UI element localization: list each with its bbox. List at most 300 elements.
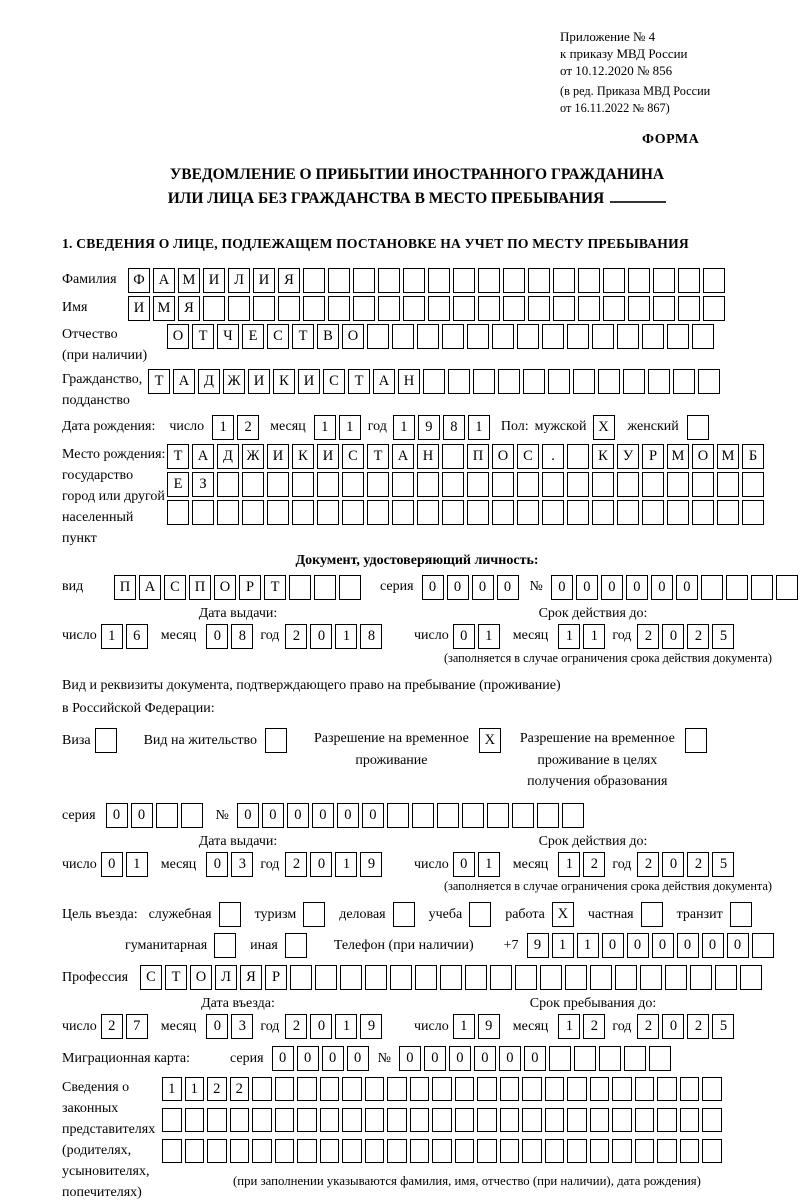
char-box[interactable] bbox=[567, 444, 589, 469]
char-box[interactable]: Т bbox=[165, 965, 187, 990]
char-box[interactable] bbox=[692, 500, 714, 525]
char-box[interactable]: 0 bbox=[626, 575, 648, 600]
char-box[interactable]: Н bbox=[417, 444, 439, 469]
char-box[interactable]: Ж bbox=[223, 369, 245, 394]
char-box[interactable]: 2 bbox=[583, 852, 605, 877]
char-box[interactable]: 0 bbox=[322, 1046, 344, 1071]
char-box[interactable] bbox=[628, 296, 650, 321]
char-box[interactable]: Ч bbox=[217, 324, 239, 349]
char-box[interactable] bbox=[228, 296, 250, 321]
char-box[interactable] bbox=[387, 803, 409, 828]
char-box[interactable]: Л bbox=[228, 268, 250, 293]
char-box[interactable] bbox=[477, 1139, 497, 1163]
char-box[interactable]: 1 bbox=[393, 415, 415, 440]
char-box[interactable] bbox=[642, 472, 664, 497]
char-box[interactable]: 1 bbox=[212, 415, 234, 440]
char-box[interactable]: П bbox=[467, 444, 489, 469]
char-box[interactable]: 0 bbox=[652, 933, 674, 958]
char-box[interactable] bbox=[776, 575, 798, 600]
char-box[interactable]: 0 bbox=[101, 852, 123, 877]
char-box[interactable]: 2 bbox=[285, 852, 307, 877]
char-box[interactable] bbox=[628, 268, 650, 293]
char-box[interactable] bbox=[417, 472, 439, 497]
char-box[interactable] bbox=[292, 472, 314, 497]
char-box[interactable] bbox=[528, 296, 550, 321]
char-box[interactable] bbox=[490, 965, 512, 990]
char-box[interactable]: 3 bbox=[231, 852, 253, 877]
char-box[interactable]: 1 bbox=[335, 1014, 357, 1039]
char-box[interactable] bbox=[217, 500, 239, 525]
char-box[interactable]: 2 bbox=[687, 852, 709, 877]
char-box[interactable]: 0 bbox=[602, 933, 624, 958]
char-box[interactable]: М bbox=[667, 444, 689, 469]
char-box[interactable]: 0 bbox=[262, 803, 284, 828]
char-box[interactable]: 5 bbox=[712, 852, 734, 877]
char-box[interactable] bbox=[635, 1077, 655, 1101]
char-box[interactable]: Т bbox=[348, 369, 370, 394]
char-box[interactable] bbox=[432, 1108, 452, 1132]
char-box[interactable] bbox=[751, 575, 773, 600]
char-box[interactable]: 0 bbox=[337, 803, 359, 828]
char-box[interactable] bbox=[642, 500, 664, 525]
char-box[interactable] bbox=[567, 1077, 587, 1101]
char-box[interactable] bbox=[690, 965, 712, 990]
char-box[interactable]: К bbox=[292, 444, 314, 469]
char-box[interactable] bbox=[428, 268, 450, 293]
char-box[interactable]: М bbox=[178, 268, 200, 293]
char-box[interactable]: С bbox=[140, 965, 162, 990]
char-box[interactable] bbox=[642, 324, 664, 349]
char-box[interactable]: 0 bbox=[662, 852, 684, 877]
char-box[interactable] bbox=[478, 268, 500, 293]
char-box[interactable] bbox=[578, 296, 600, 321]
char-box[interactable] bbox=[702, 1139, 722, 1163]
char-box[interactable] bbox=[698, 369, 720, 394]
char-box[interactable]: О bbox=[692, 444, 714, 469]
char-box[interactable] bbox=[448, 369, 470, 394]
char-box[interactable] bbox=[590, 1139, 610, 1163]
char-box[interactable]: 0 bbox=[362, 803, 384, 828]
char-box[interactable]: К bbox=[592, 444, 614, 469]
char-box[interactable] bbox=[498, 369, 520, 394]
char-box[interactable] bbox=[612, 1139, 632, 1163]
char-box[interactable] bbox=[740, 965, 762, 990]
char-box[interactable] bbox=[640, 965, 662, 990]
char-box[interactable] bbox=[567, 472, 589, 497]
char-box[interactable] bbox=[432, 1139, 452, 1163]
char-box[interactable]: 8 bbox=[231, 624, 253, 649]
char-box[interactable] bbox=[455, 1139, 475, 1163]
char-box[interactable] bbox=[278, 296, 300, 321]
char-box[interactable]: Я bbox=[240, 965, 262, 990]
char-box[interactable] bbox=[623, 369, 645, 394]
char-box[interactable] bbox=[592, 324, 614, 349]
char-box[interactable] bbox=[328, 296, 350, 321]
char-box[interactable] bbox=[342, 1077, 362, 1101]
char-box[interactable]: Е bbox=[242, 324, 264, 349]
checkbox-male[interactable]: X bbox=[593, 415, 615, 440]
char-box[interactable]: 0 bbox=[474, 1046, 496, 1071]
char-box[interactable]: А bbox=[392, 444, 414, 469]
char-box[interactable] bbox=[252, 1077, 272, 1101]
char-box[interactable]: 7 bbox=[126, 1014, 148, 1039]
char-box[interactable] bbox=[542, 500, 564, 525]
char-box[interactable] bbox=[453, 296, 475, 321]
char-box[interactable] bbox=[517, 324, 539, 349]
char-box[interactable] bbox=[635, 1139, 655, 1163]
char-box[interactable] bbox=[692, 472, 714, 497]
char-box[interactable]: 0 bbox=[676, 575, 698, 600]
char-box[interactable]: 8 bbox=[360, 624, 382, 649]
char-box[interactable] bbox=[680, 1139, 700, 1163]
char-box[interactable]: О bbox=[342, 324, 364, 349]
char-box[interactable]: 0 bbox=[310, 852, 332, 877]
checkbox-tourism[interactable] bbox=[303, 902, 325, 927]
char-box[interactable] bbox=[553, 296, 575, 321]
char-box[interactable] bbox=[548, 369, 570, 394]
char-box[interactable] bbox=[477, 1108, 497, 1132]
char-box[interactable]: 1 bbox=[126, 852, 148, 877]
char-box[interactable]: 2 bbox=[637, 1014, 659, 1039]
char-box[interactable]: И bbox=[128, 296, 150, 321]
char-box[interactable] bbox=[578, 268, 600, 293]
char-box[interactable] bbox=[252, 1108, 272, 1132]
char-box[interactable] bbox=[455, 1108, 475, 1132]
char-box[interactable]: 0 bbox=[287, 803, 309, 828]
char-box[interactable] bbox=[162, 1108, 182, 1132]
char-box[interactable] bbox=[648, 369, 670, 394]
char-box[interactable]: 0 bbox=[453, 624, 475, 649]
char-box[interactable] bbox=[275, 1108, 295, 1132]
char-box[interactable] bbox=[289, 575, 311, 600]
checkbox-study[interactable] bbox=[469, 902, 491, 927]
char-box[interactable] bbox=[702, 1077, 722, 1101]
char-box[interactable]: 1 bbox=[335, 624, 357, 649]
char-box[interactable]: У bbox=[617, 444, 639, 469]
char-box[interactable]: 1 bbox=[552, 933, 574, 958]
char-box[interactable]: 0 bbox=[497, 575, 519, 600]
char-box[interactable]: С bbox=[323, 369, 345, 394]
char-box[interactable]: 0 bbox=[206, 852, 228, 877]
char-box[interactable]: 9 bbox=[418, 415, 440, 440]
char-box[interactable]: И bbox=[248, 369, 270, 394]
char-box[interactable]: 1 bbox=[453, 1014, 475, 1039]
char-box[interactable] bbox=[517, 472, 539, 497]
char-box[interactable] bbox=[440, 965, 462, 990]
char-box[interactable]: 0 bbox=[677, 933, 699, 958]
char-box[interactable]: 2 bbox=[285, 1014, 307, 1039]
checkbox-visa[interactable] bbox=[95, 728, 117, 753]
char-box[interactable] bbox=[392, 472, 414, 497]
char-box[interactable]: 1 bbox=[185, 1077, 205, 1101]
char-box[interactable] bbox=[703, 296, 725, 321]
char-box[interactable] bbox=[567, 324, 589, 349]
char-box[interactable] bbox=[522, 1139, 542, 1163]
char-box[interactable] bbox=[565, 965, 587, 990]
char-box[interactable]: Б bbox=[742, 444, 764, 469]
char-box[interactable] bbox=[503, 296, 525, 321]
char-box[interactable] bbox=[703, 268, 725, 293]
char-box[interactable]: С bbox=[342, 444, 364, 469]
char-box[interactable] bbox=[320, 1139, 340, 1163]
char-box[interactable]: П bbox=[114, 575, 136, 600]
char-box[interactable] bbox=[667, 472, 689, 497]
char-box[interactable] bbox=[492, 500, 514, 525]
char-box[interactable] bbox=[612, 1077, 632, 1101]
char-box[interactable]: 1 bbox=[583, 624, 605, 649]
char-box[interactable] bbox=[545, 1139, 565, 1163]
char-box[interactable] bbox=[242, 500, 264, 525]
char-box[interactable] bbox=[192, 500, 214, 525]
char-box[interactable]: Т bbox=[292, 324, 314, 349]
char-box[interactable]: 0 bbox=[447, 575, 469, 600]
char-box[interactable]: С bbox=[267, 324, 289, 349]
char-box[interactable] bbox=[410, 1108, 430, 1132]
char-box[interactable] bbox=[701, 575, 723, 600]
char-box[interactable]: 2 bbox=[687, 624, 709, 649]
char-box[interactable]: 0 bbox=[472, 575, 494, 600]
char-box[interactable] bbox=[726, 575, 748, 600]
char-box[interactable]: Д bbox=[217, 444, 239, 469]
char-box[interactable] bbox=[297, 1077, 317, 1101]
char-box[interactable] bbox=[207, 1108, 227, 1132]
char-box[interactable] bbox=[522, 1077, 542, 1101]
char-box[interactable] bbox=[717, 500, 739, 525]
char-box[interactable]: 2 bbox=[285, 624, 307, 649]
char-box[interactable]: 9 bbox=[360, 1014, 382, 1039]
char-box[interactable]: З bbox=[192, 472, 214, 497]
char-box[interactable]: О bbox=[167, 324, 189, 349]
char-box[interactable] bbox=[603, 296, 625, 321]
char-box[interactable]: 2 bbox=[583, 1014, 605, 1039]
char-box[interactable]: Т bbox=[167, 444, 189, 469]
char-box[interactable] bbox=[365, 1139, 385, 1163]
char-box[interactable] bbox=[522, 1108, 542, 1132]
char-box[interactable]: И bbox=[267, 444, 289, 469]
char-box[interactable]: Н bbox=[398, 369, 420, 394]
char-box[interactable]: 0 bbox=[131, 803, 153, 828]
char-box[interactable] bbox=[392, 500, 414, 525]
char-box[interactable] bbox=[410, 1077, 430, 1101]
char-box[interactable] bbox=[378, 268, 400, 293]
char-box[interactable] bbox=[523, 369, 545, 394]
char-box[interactable] bbox=[252, 1139, 272, 1163]
char-box[interactable]: 2 bbox=[230, 1077, 250, 1101]
char-box[interactable] bbox=[549, 1046, 571, 1071]
char-box[interactable]: 9 bbox=[478, 1014, 500, 1039]
char-box[interactable] bbox=[592, 472, 614, 497]
char-box[interactable] bbox=[342, 500, 364, 525]
char-box[interactable]: Р bbox=[239, 575, 261, 600]
char-box[interactable] bbox=[342, 472, 364, 497]
char-box[interactable]: И bbox=[298, 369, 320, 394]
char-box[interactable] bbox=[437, 803, 459, 828]
char-box[interactable] bbox=[387, 1139, 407, 1163]
char-box[interactable] bbox=[455, 1077, 475, 1101]
char-box[interactable]: 0 bbox=[499, 1046, 521, 1071]
char-box[interactable]: 0 bbox=[702, 933, 724, 958]
char-box[interactable]: И bbox=[317, 444, 339, 469]
char-box[interactable]: Я bbox=[178, 296, 200, 321]
checkbox-work[interactable]: X bbox=[552, 902, 574, 927]
char-box[interactable] bbox=[653, 296, 675, 321]
char-box[interactable] bbox=[410, 1139, 430, 1163]
char-box[interactable]: 1 bbox=[577, 933, 599, 958]
char-box[interactable]: 1 bbox=[101, 624, 123, 649]
char-box[interactable] bbox=[667, 500, 689, 525]
checkbox-temporary-residence-education[interactable] bbox=[685, 728, 707, 753]
char-box[interactable]: А bbox=[373, 369, 395, 394]
char-box[interactable] bbox=[367, 472, 389, 497]
char-box[interactable] bbox=[492, 472, 514, 497]
char-box[interactable]: 9 bbox=[360, 852, 382, 877]
char-box[interactable] bbox=[657, 1077, 677, 1101]
checkbox-female[interactable] bbox=[687, 415, 709, 440]
char-box[interactable] bbox=[592, 500, 614, 525]
char-box[interactable] bbox=[673, 369, 695, 394]
char-box[interactable] bbox=[387, 1108, 407, 1132]
char-box[interactable] bbox=[477, 1077, 497, 1101]
char-box[interactable]: 0 bbox=[399, 1046, 421, 1071]
char-box[interactable] bbox=[253, 296, 275, 321]
char-box[interactable] bbox=[292, 500, 314, 525]
char-box[interactable]: 1 bbox=[558, 852, 580, 877]
char-box[interactable] bbox=[542, 324, 564, 349]
char-box[interactable] bbox=[317, 500, 339, 525]
char-box[interactable] bbox=[203, 296, 225, 321]
char-box[interactable]: В bbox=[317, 324, 339, 349]
char-box[interactable]: 0 bbox=[422, 575, 444, 600]
char-box[interactable] bbox=[617, 500, 639, 525]
char-box[interactable] bbox=[328, 268, 350, 293]
char-box[interactable] bbox=[442, 444, 464, 469]
char-box[interactable] bbox=[453, 268, 475, 293]
char-box[interactable]: 0 bbox=[651, 575, 673, 600]
checkbox-business[interactable] bbox=[393, 902, 415, 927]
char-box[interactable]: Р bbox=[642, 444, 664, 469]
char-box[interactable]: 0 bbox=[310, 624, 332, 649]
char-box[interactable] bbox=[320, 1077, 340, 1101]
char-box[interactable]: С bbox=[517, 444, 539, 469]
char-box[interactable] bbox=[428, 296, 450, 321]
char-box[interactable] bbox=[167, 500, 189, 525]
char-box[interactable] bbox=[615, 965, 637, 990]
char-box[interactable] bbox=[162, 1139, 182, 1163]
char-box[interactable] bbox=[185, 1139, 205, 1163]
char-box[interactable] bbox=[267, 500, 289, 525]
checkbox-transit[interactable] bbox=[730, 902, 752, 927]
char-box[interactable] bbox=[390, 965, 412, 990]
char-box[interactable]: К bbox=[273, 369, 295, 394]
char-box[interactable] bbox=[667, 324, 689, 349]
char-box[interactable]: 0 bbox=[449, 1046, 471, 1071]
char-box[interactable]: С bbox=[164, 575, 186, 600]
char-box[interactable] bbox=[339, 575, 361, 600]
char-box[interactable]: Д bbox=[198, 369, 220, 394]
checkbox-official[interactable] bbox=[219, 902, 241, 927]
char-box[interactable]: 3 bbox=[231, 1014, 253, 1039]
char-box[interactable] bbox=[275, 1139, 295, 1163]
char-box[interactable] bbox=[537, 803, 559, 828]
char-box[interactable] bbox=[387, 1077, 407, 1101]
checkbox-private[interactable] bbox=[641, 902, 663, 927]
char-box[interactable]: 0 bbox=[662, 1014, 684, 1039]
char-box[interactable]: А bbox=[153, 268, 175, 293]
char-box[interactable] bbox=[590, 965, 612, 990]
char-box[interactable] bbox=[415, 965, 437, 990]
char-box[interactable]: 1 bbox=[558, 624, 580, 649]
char-box[interactable]: Е bbox=[167, 472, 189, 497]
char-box[interactable] bbox=[512, 803, 534, 828]
char-box[interactable] bbox=[340, 965, 362, 990]
char-box[interactable]: 0 bbox=[310, 1014, 332, 1039]
char-box[interactable]: 5 bbox=[712, 1014, 734, 1039]
char-box[interactable] bbox=[392, 324, 414, 349]
char-box[interactable]: 0 bbox=[312, 803, 334, 828]
char-box[interactable]: 0 bbox=[727, 933, 749, 958]
char-box[interactable] bbox=[657, 1139, 677, 1163]
char-box[interactable]: Ф bbox=[128, 268, 150, 293]
char-box[interactable] bbox=[303, 268, 325, 293]
char-box[interactable] bbox=[574, 1046, 596, 1071]
char-box[interactable]: 1 bbox=[468, 415, 490, 440]
char-box[interactable] bbox=[342, 1139, 362, 1163]
char-box[interactable] bbox=[275, 1077, 295, 1101]
char-box[interactable] bbox=[599, 1046, 621, 1071]
char-box[interactable]: 9 bbox=[527, 933, 549, 958]
char-box[interactable]: 2 bbox=[237, 415, 259, 440]
char-box[interactable] bbox=[297, 1108, 317, 1132]
char-box[interactable] bbox=[540, 965, 562, 990]
char-box[interactable] bbox=[267, 472, 289, 497]
char-box[interactable] bbox=[367, 324, 389, 349]
char-box[interactable] bbox=[624, 1046, 646, 1071]
char-box[interactable]: О bbox=[492, 444, 514, 469]
char-box[interactable] bbox=[649, 1046, 671, 1071]
char-box[interactable] bbox=[473, 369, 495, 394]
char-box[interactable] bbox=[467, 324, 489, 349]
char-box[interactable]: 1 bbox=[162, 1077, 182, 1101]
char-box[interactable]: И bbox=[253, 268, 275, 293]
char-box[interactable]: 1 bbox=[335, 852, 357, 877]
char-box[interactable] bbox=[465, 965, 487, 990]
char-box[interactable] bbox=[590, 1108, 610, 1132]
char-box[interactable]: А bbox=[173, 369, 195, 394]
char-box[interactable] bbox=[528, 268, 550, 293]
char-box[interactable] bbox=[442, 324, 464, 349]
char-box[interactable] bbox=[342, 1108, 362, 1132]
char-box[interactable]: 8 bbox=[443, 415, 465, 440]
char-box[interactable] bbox=[378, 296, 400, 321]
char-box[interactable]: И bbox=[203, 268, 225, 293]
char-box[interactable]: 2 bbox=[207, 1077, 227, 1101]
char-box[interactable]: 5 bbox=[712, 624, 734, 649]
char-box[interactable] bbox=[617, 324, 639, 349]
char-box[interactable] bbox=[290, 965, 312, 990]
char-box[interactable] bbox=[742, 472, 764, 497]
char-box[interactable] bbox=[567, 1139, 587, 1163]
char-box[interactable] bbox=[353, 296, 375, 321]
char-box[interactable]: 2 bbox=[637, 852, 659, 877]
char-box[interactable] bbox=[315, 965, 337, 990]
char-box[interactable] bbox=[417, 500, 439, 525]
char-box[interactable] bbox=[500, 1077, 520, 1101]
char-box[interactable]: 0 bbox=[272, 1046, 294, 1071]
char-box[interactable] bbox=[462, 803, 484, 828]
checkbox-residence-permit[interactable] bbox=[265, 728, 287, 753]
char-box[interactable] bbox=[417, 324, 439, 349]
char-box[interactable] bbox=[752, 933, 774, 958]
